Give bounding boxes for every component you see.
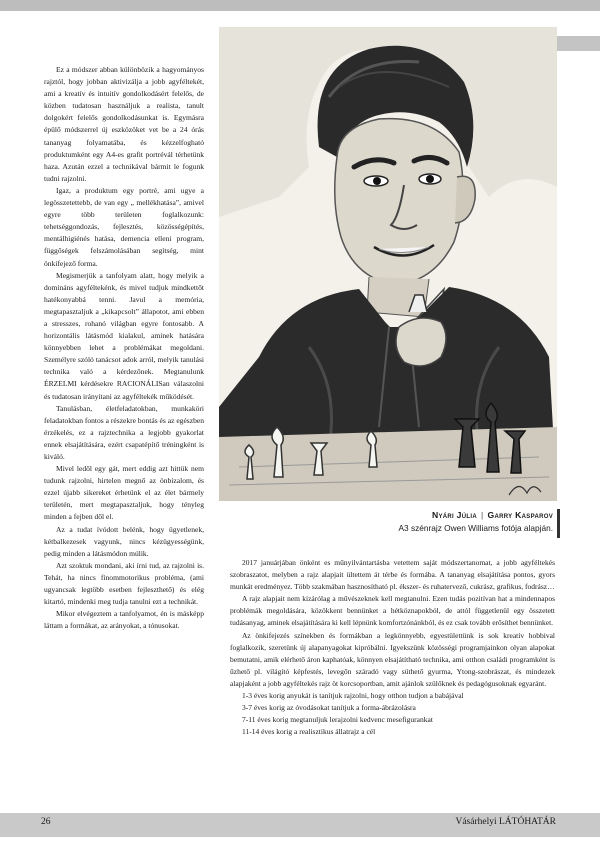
paragraph: Az önkifejezés színekben és formákban a legkönnyebb, egyestülettünk is sok kreatív hobbival foglalkozik, szeretünk új alapanyagokat kipróbálni. Igyekszünk közösségi programjainkon olyan alapokat bemutatni, amik elérhető áron kaphatóak, könnyen elsajátítható technika, ami otthon családi programként is űzhető pl. világító képfestés, levegőn száradó vagy süthető gyurma, Ytong-szobrászat, és mindezek alapjaként a jobb agyféltekés rajz öt korcsoportban, amit ajánlok szülőknek és pedagógusoknak egyaránt. bbox=[230, 630, 555, 688]
caption-author: Nyári Júlia bbox=[431, 510, 477, 520]
paragraph: Mivel ledől egy gát, mert eddig azt hittük nem tudunk rajzolni, hirtelen megnő az önbizalom, és ezzel újabb sikereket érhetünk el az élet bármely területén, mert megtapasztaljuk, hogy tényleg minden a fejben dől el. bbox=[44, 464, 204, 522]
list-item: 7-11 éves korig megtanuljuk lerajzolni kedvenc mesefigurankat bbox=[242, 715, 433, 725]
paragraph: Megismerjük a tanfolyam alatt, hogy melyik a domináns agyféltekénk, és mivel tudjuk mindkettőt hatékonyabbá tenni. Javul a memória, megtapasztaljuk a „kikapcsolt” állapotot, ami ebben a stresszes, rohanó világban egyre fontosabb. A horizontális látásmód kialakul, aminek hatására könnyebben lehet a problémákat megoldani. Személyre szóló tanácsot adok arról, melyik tanulási technika való a kérdezőnek. Megtanulunk ÉRZELMI kérdésekre RACIONÁLISan válaszolni és tudatosan irányítani az agyféltekék működését. bbox=[44, 270, 204, 401]
paragraph: Ez a módszer abban különbözik a hagyományos rajztól, hogy jobban aktivizálja a jobb agyféltekét, ami a kreatív és intuitív gondolkodásért felelős, de közben tudatosan használjuk a realista, tanult dolgokért felelős gondolkodásunkat is. Egymásra épülő módszerrel új eszközöket vet be a 24 órás tananyag folyamatába, és kézzelfogható produktumként egy A4-es grafit portrévál térhetünk haza. Azután ezzel a technikával bármit le fogunk tudni rajzolni. bbox=[44, 65, 204, 183]
charcoal-portrait-sketch bbox=[219, 27, 557, 501]
caption-subject: Garry Kasparov bbox=[487, 510, 553, 520]
left-text-column bbox=[44, 64, 204, 632]
paragraph: Igaz, a produktum egy portré, ami ugye a legösszetettebb, de van egy „ mellékhatása”, amivel egyre több területen foglalkozunk: tehetséggondozás, fejlesztés, közösségépítés, mentálhigiénés hatása, demencia elleni program, függőségek felszámolásában segítség, mint önkifejező forma. bbox=[44, 185, 204, 268]
right-text-column bbox=[230, 557, 555, 738]
magazine-title: Vásárhelyi LÁTÓHATÁR bbox=[455, 817, 556, 827]
paragraph: 2017 januárjában önként es műnyilvántartásba vetettem saját módszertanomat, a jobb agyféltekés szobraszatot, melyben a rajz alapjait ültettem át térbe és formába. A tananyag elsajátítása pontos, gyors munkát eredményez. Több szakmában hasznosítható pl. ékszer- és ruhatervező, cukrász, grafikus, fodrász… bbox=[230, 558, 555, 592]
paragraph: Azt szoktuk mondani, aki írni tud, az rajzolni is. Tehát, ha nincs finommotorikus probléma, (ami ugyancsak legtöbb esetben fejleszthető) és elég kitartó, mindenki meg tudja tanulni ezt a technikát. bbox=[44, 560, 204, 607]
list-item: 1-3 éves korig anyukát is tanítjuk rajzolni, hogy otthon tudjon a babájával bbox=[242, 691, 464, 701]
paragraph: Az a tudat ívódott belénk, hogy ügyetlenek, kétbalkezesek vagyunk, nincs kézügyességünk, pedig minden a látásmódon múlik. bbox=[44, 524, 204, 558]
page-number: 26 bbox=[41, 817, 51, 827]
image-caption bbox=[399, 510, 553, 533]
paragraph: Tanulásban, életfeladatokban, munkaköri feladatokban fontos a részekre bontás és az egészben érzékelés, ez a rajztechnika a legjobb gyakorlat ennek elsajátítására, ezért csapatépítő tréningként is kiváló. bbox=[44, 403, 204, 461]
list-item: 11-14 éves korig a realisztikus állatrajz a cél bbox=[242, 727, 376, 737]
age-group-list bbox=[230, 690, 555, 738]
list-item: 3-7 éves korig az óvodásokat tanítjuk a forma-ábrázolásra bbox=[242, 703, 416, 713]
caption-description: A3 szénrajz Owen Williams fotója alapján. bbox=[398, 523, 553, 533]
paragraph: Mikor elvégeztem a tanfolyamot, én is másképp láttam a formákat, az arányokat, a tónusokat. bbox=[44, 609, 204, 631]
paragraph: A rajz alapjait nem kizárólag a művészeknek kell megtanulni. Ezen tudás pozitívan hat a mindennapos problémák megoldására, közökkent bennünket a hétköznapokból, de attól függetlenül egy összetett tudásanyag, aminek elsajátítására ki kell lépnünk komfortzónánkból, és ez csak tovább erősíthet bennünket. bbox=[230, 594, 555, 628]
top-decor-band bbox=[0, 0, 600, 11]
caption-separator: | bbox=[480, 510, 484, 520]
caption-accent-bar bbox=[557, 509, 560, 538]
